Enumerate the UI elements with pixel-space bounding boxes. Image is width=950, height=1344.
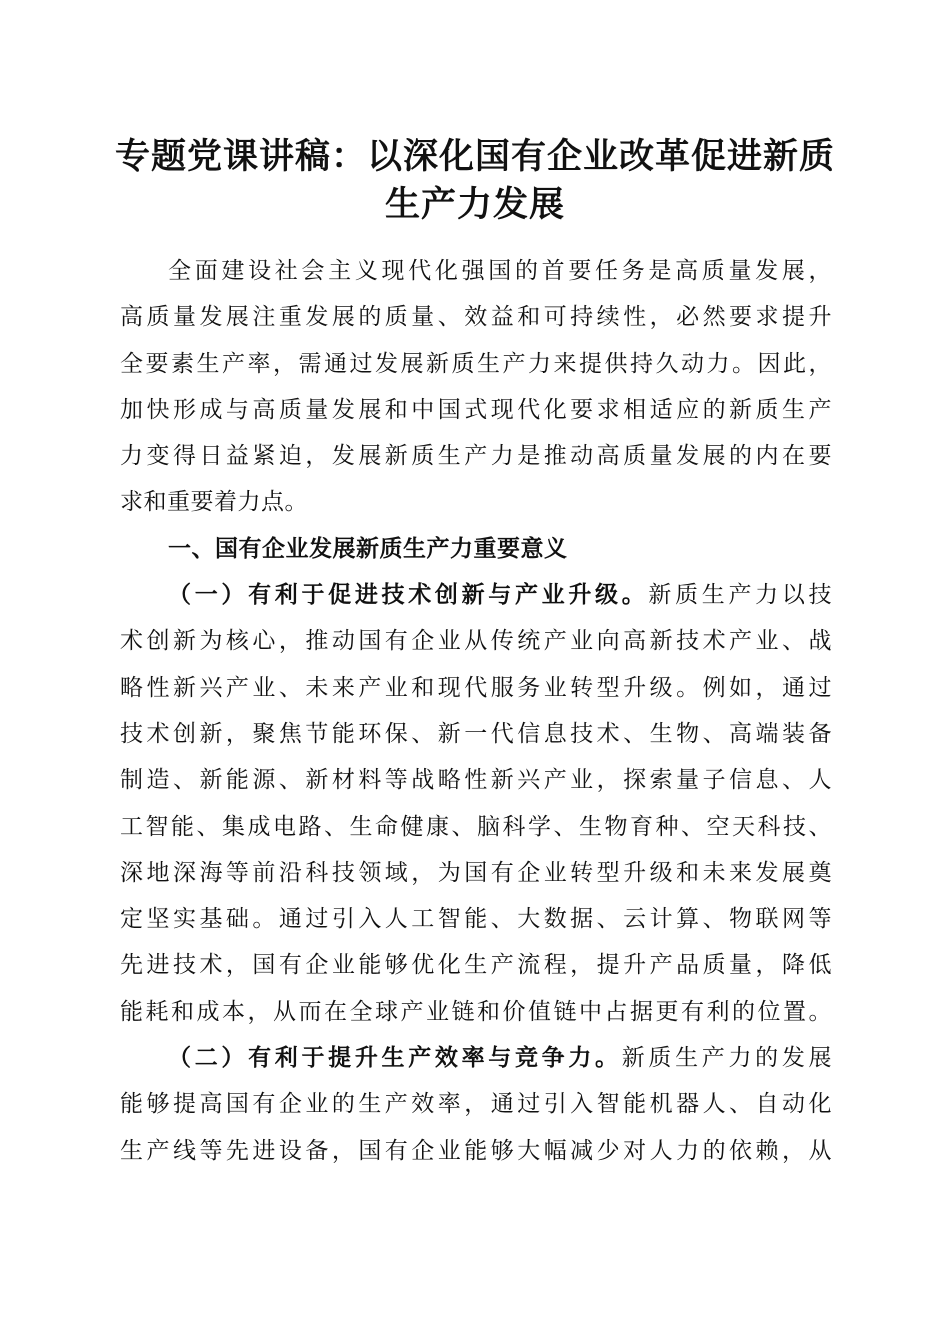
- subsection-text: 新质生产力的发展: [621, 1045, 832, 1072]
- paragraph-line: 工智能、集成电路、生命健康、脑科学、生物育种、空天科技、: [120, 813, 832, 840]
- paragraph-line: 高质量发展注重发展的质量、效益和可持续性，必然要求提升: [120, 304, 832, 331]
- paragraph-line: 能够提高国有企业的生产效率，通过引入智能机器人、自动化: [120, 1091, 832, 1118]
- page-title: [100, 133, 850, 229]
- paragraph-line: 全面建设社会主义现代化强国的首要任务是高质量发展，: [168, 258, 832, 284]
- paragraph-line: [120, 572, 832, 618]
- subsection-lead: （一）有利于促进技术创新与产业升级。: [168, 581, 649, 609]
- paragraph-line: 求和重要着力点。: [120, 489, 308, 516]
- title-line-2: 生产力发展: [384, 185, 565, 225]
- subsection-lead: （二）有利于提升生产效率与竞争力。: [168, 1044, 622, 1072]
- paragraph-line: 深地深海等前沿科技领域，为国有企业转型升级和未来发展奠: [120, 859, 832, 886]
- document-body: [120, 248, 832, 1174]
- paragraph-line: 全要素生产率，需通过发展新质生产力来提供持久动力。因此，: [120, 350, 832, 377]
- title-line-1: 专题党课讲稿：以深化国有企业改革促进新质: [114, 137, 835, 177]
- subsection-text: 新质生产力以技: [648, 582, 832, 609]
- paragraph-line: 生产线等先进设备，国有企业能够大幅减少对人力的依赖，从: [120, 1137, 832, 1164]
- paragraph-line: 略性新兴产业、未来产业和现代服务业转型升级。例如，通过: [120, 674, 832, 701]
- paragraph-line: 技术创新，聚焦节能环保、新一代信息技术、生物、高端装备: [120, 720, 832, 747]
- paragraph-line: 术创新为核心，推动国有企业从传统产业向高新技术产业、战: [120, 628, 832, 655]
- paragraph-line: 力变得日益紧迫，发展新质生产力是推动高质量发展的内在要: [120, 443, 832, 470]
- paragraph-line: 先进技术，国有企业能够优化生产流程，提升产品质量，降低: [120, 952, 832, 979]
- paragraph-line: 加快形成与高质量发展和中国式现代化要求相适应的新质生产: [120, 396, 832, 423]
- section-heading: 一、国有企业发展新质生产力重要意义: [168, 535, 568, 562]
- paragraph-line: 制造、新能源、新材料等战略性新兴产业，探索量子信息、人: [120, 767, 832, 794]
- paragraph-line: 定坚实基础。通过引入人工智能、大数据、云计算、物联网等: [120, 906, 832, 933]
- paragraph-line: [120, 1035, 832, 1081]
- paragraph-line: 能耗和成本，从而在全球产业链和价值链中占据更有利的位置。: [120, 998, 832, 1025]
